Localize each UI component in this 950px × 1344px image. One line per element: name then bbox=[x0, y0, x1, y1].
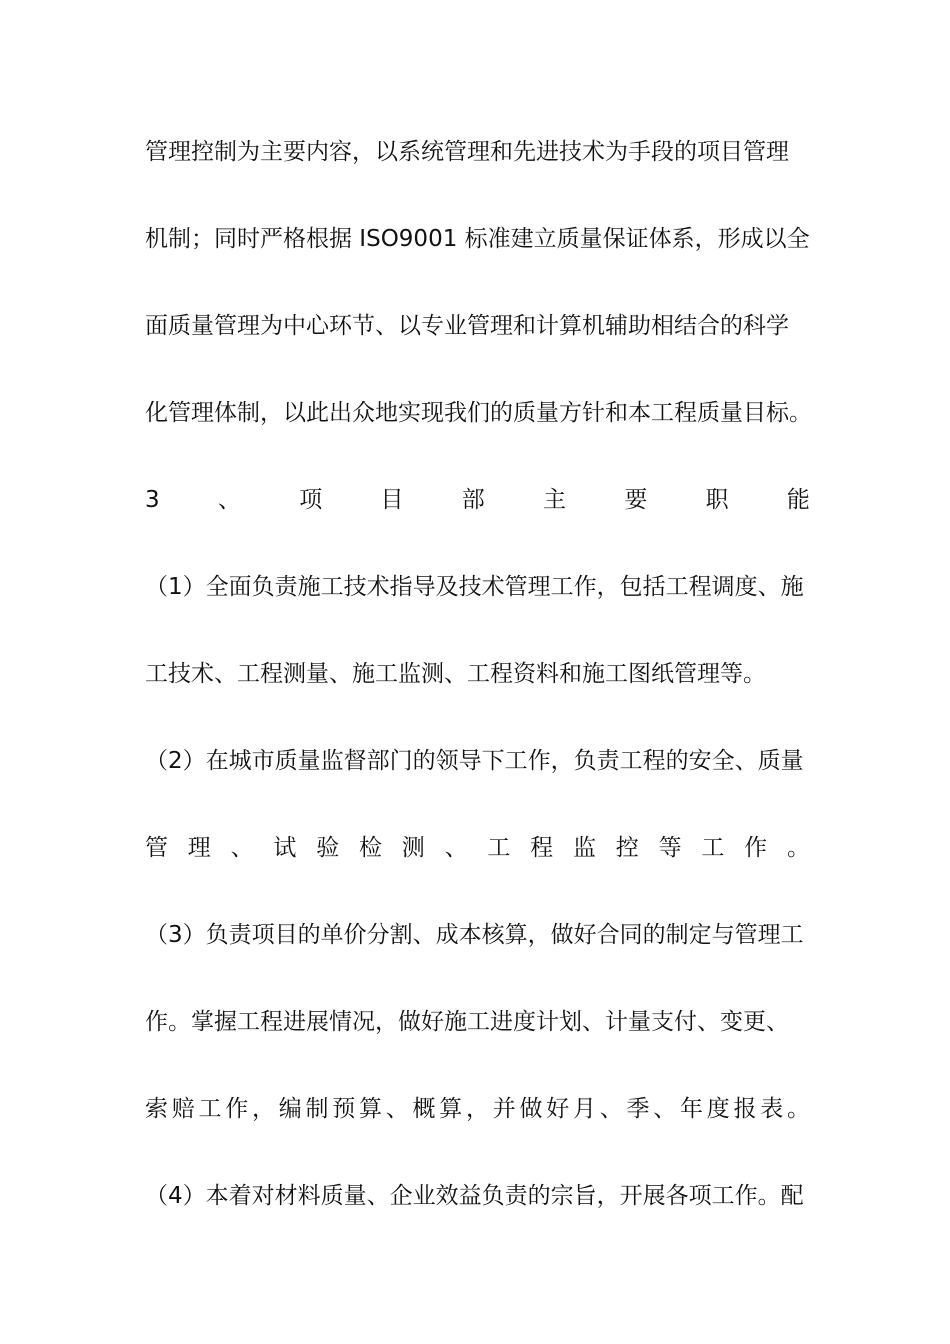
paragraph-line: （3）负责项目的单价分割、成本核算，做好合同的制定与管理工 bbox=[145, 922, 804, 948]
paragraph-line: 机制；同时严格根据 ISO9001 标准建立质量保证体系，形成以全 bbox=[145, 226, 810, 252]
text-char: 年 bbox=[680, 1096, 703, 1122]
text-char: 试 bbox=[273, 835, 297, 861]
heading-char: 要 bbox=[624, 487, 648, 513]
text-char: 、 bbox=[444, 835, 468, 861]
text-char: 、 bbox=[385, 1096, 409, 1122]
section-heading bbox=[145, 485, 810, 515]
text-char: 工 bbox=[701, 835, 725, 861]
text-char: 表 bbox=[760, 1096, 784, 1122]
text-char: 测 bbox=[401, 835, 425, 861]
text-char: 检 bbox=[358, 835, 382, 861]
paragraph-line: （4）本着对材料质量、企业效益负责的宗旨，开展各项工作。配 bbox=[145, 1183, 804, 1209]
text-char: 度 bbox=[706, 1096, 730, 1122]
text-char: 验 bbox=[316, 835, 340, 861]
paragraph-line: （2）在城市质量监督部门的领导下工作，负责工程的安全、质量 bbox=[145, 748, 804, 774]
heading-char: 、 bbox=[217, 487, 241, 513]
paragraph-line: 管理控制为主要内容，以系统管理和先进技术为手段的项目管理 bbox=[145, 139, 789, 165]
text-char: 程 bbox=[530, 835, 554, 861]
paragraph-line-justified bbox=[145, 833, 810, 863]
text-char: 月 bbox=[573, 1096, 596, 1122]
heading-char: 能 bbox=[786, 487, 810, 513]
text-char: 制 bbox=[305, 1096, 329, 1122]
paragraph-line: 工技术、工程测量、施工监测、工程资料和施工图纸管理等。 bbox=[145, 661, 766, 687]
text-char: 控 bbox=[615, 835, 639, 861]
text-char: 概 bbox=[412, 1096, 436, 1122]
text-char: 。 bbox=[787, 1096, 810, 1122]
heading-char: 主 bbox=[543, 487, 567, 513]
heading-char: 目 bbox=[380, 487, 404, 513]
text-char: 季 bbox=[626, 1096, 650, 1122]
text-char: 做 bbox=[519, 1096, 543, 1122]
heading-char: 部 bbox=[461, 487, 485, 513]
text-char: ， bbox=[252, 1096, 275, 1122]
text-char: 作 bbox=[744, 835, 768, 861]
text-char: ， bbox=[466, 1096, 489, 1122]
text-char: 、 bbox=[599, 1096, 623, 1122]
paragraph-line: 面质量管理为中心环节、以专业管理和计算机辅助相结合的科学 bbox=[145, 313, 789, 339]
paragraph-line-justified bbox=[145, 1094, 810, 1124]
text-char: 预 bbox=[332, 1096, 356, 1122]
text-char: 理 bbox=[187, 835, 211, 861]
text-char: 、 bbox=[230, 835, 254, 861]
text-char: 。 bbox=[786, 835, 810, 861]
text-char: 报 bbox=[733, 1096, 757, 1122]
text-char: 管 bbox=[145, 835, 168, 861]
text-char: 作 bbox=[225, 1096, 249, 1122]
text-char: 算 bbox=[359, 1096, 382, 1122]
text-char: 编 bbox=[278, 1096, 302, 1122]
paragraph-line: 作。掌握工程进展情况，做好施工进度计划、计量支付、变更、 bbox=[145, 1009, 789, 1035]
text-char: 工 bbox=[487, 835, 511, 861]
text-char: 等 bbox=[658, 835, 682, 861]
heading-char: 3 bbox=[145, 487, 160, 513]
text-char: 索 bbox=[145, 1096, 168, 1122]
text-char: 并 bbox=[492, 1096, 516, 1122]
text-char: 赔 bbox=[171, 1096, 195, 1122]
paragraph-line: （1）全面负责施工技术指导及技术管理工作，包括工程调度、施 bbox=[145, 574, 804, 600]
text-char: 工 bbox=[198, 1096, 222, 1122]
paragraph-line: 化管理体制，以此出众地实现我们的质量方针和本工程质量目标。 bbox=[145, 400, 812, 426]
heading-char: 项 bbox=[299, 487, 323, 513]
text-char: 、 bbox=[653, 1096, 677, 1122]
heading-char: 职 bbox=[705, 487, 729, 513]
text-char: 监 bbox=[572, 835, 596, 861]
text-char: 算 bbox=[439, 1096, 463, 1122]
text-char: 好 bbox=[546, 1096, 570, 1122]
